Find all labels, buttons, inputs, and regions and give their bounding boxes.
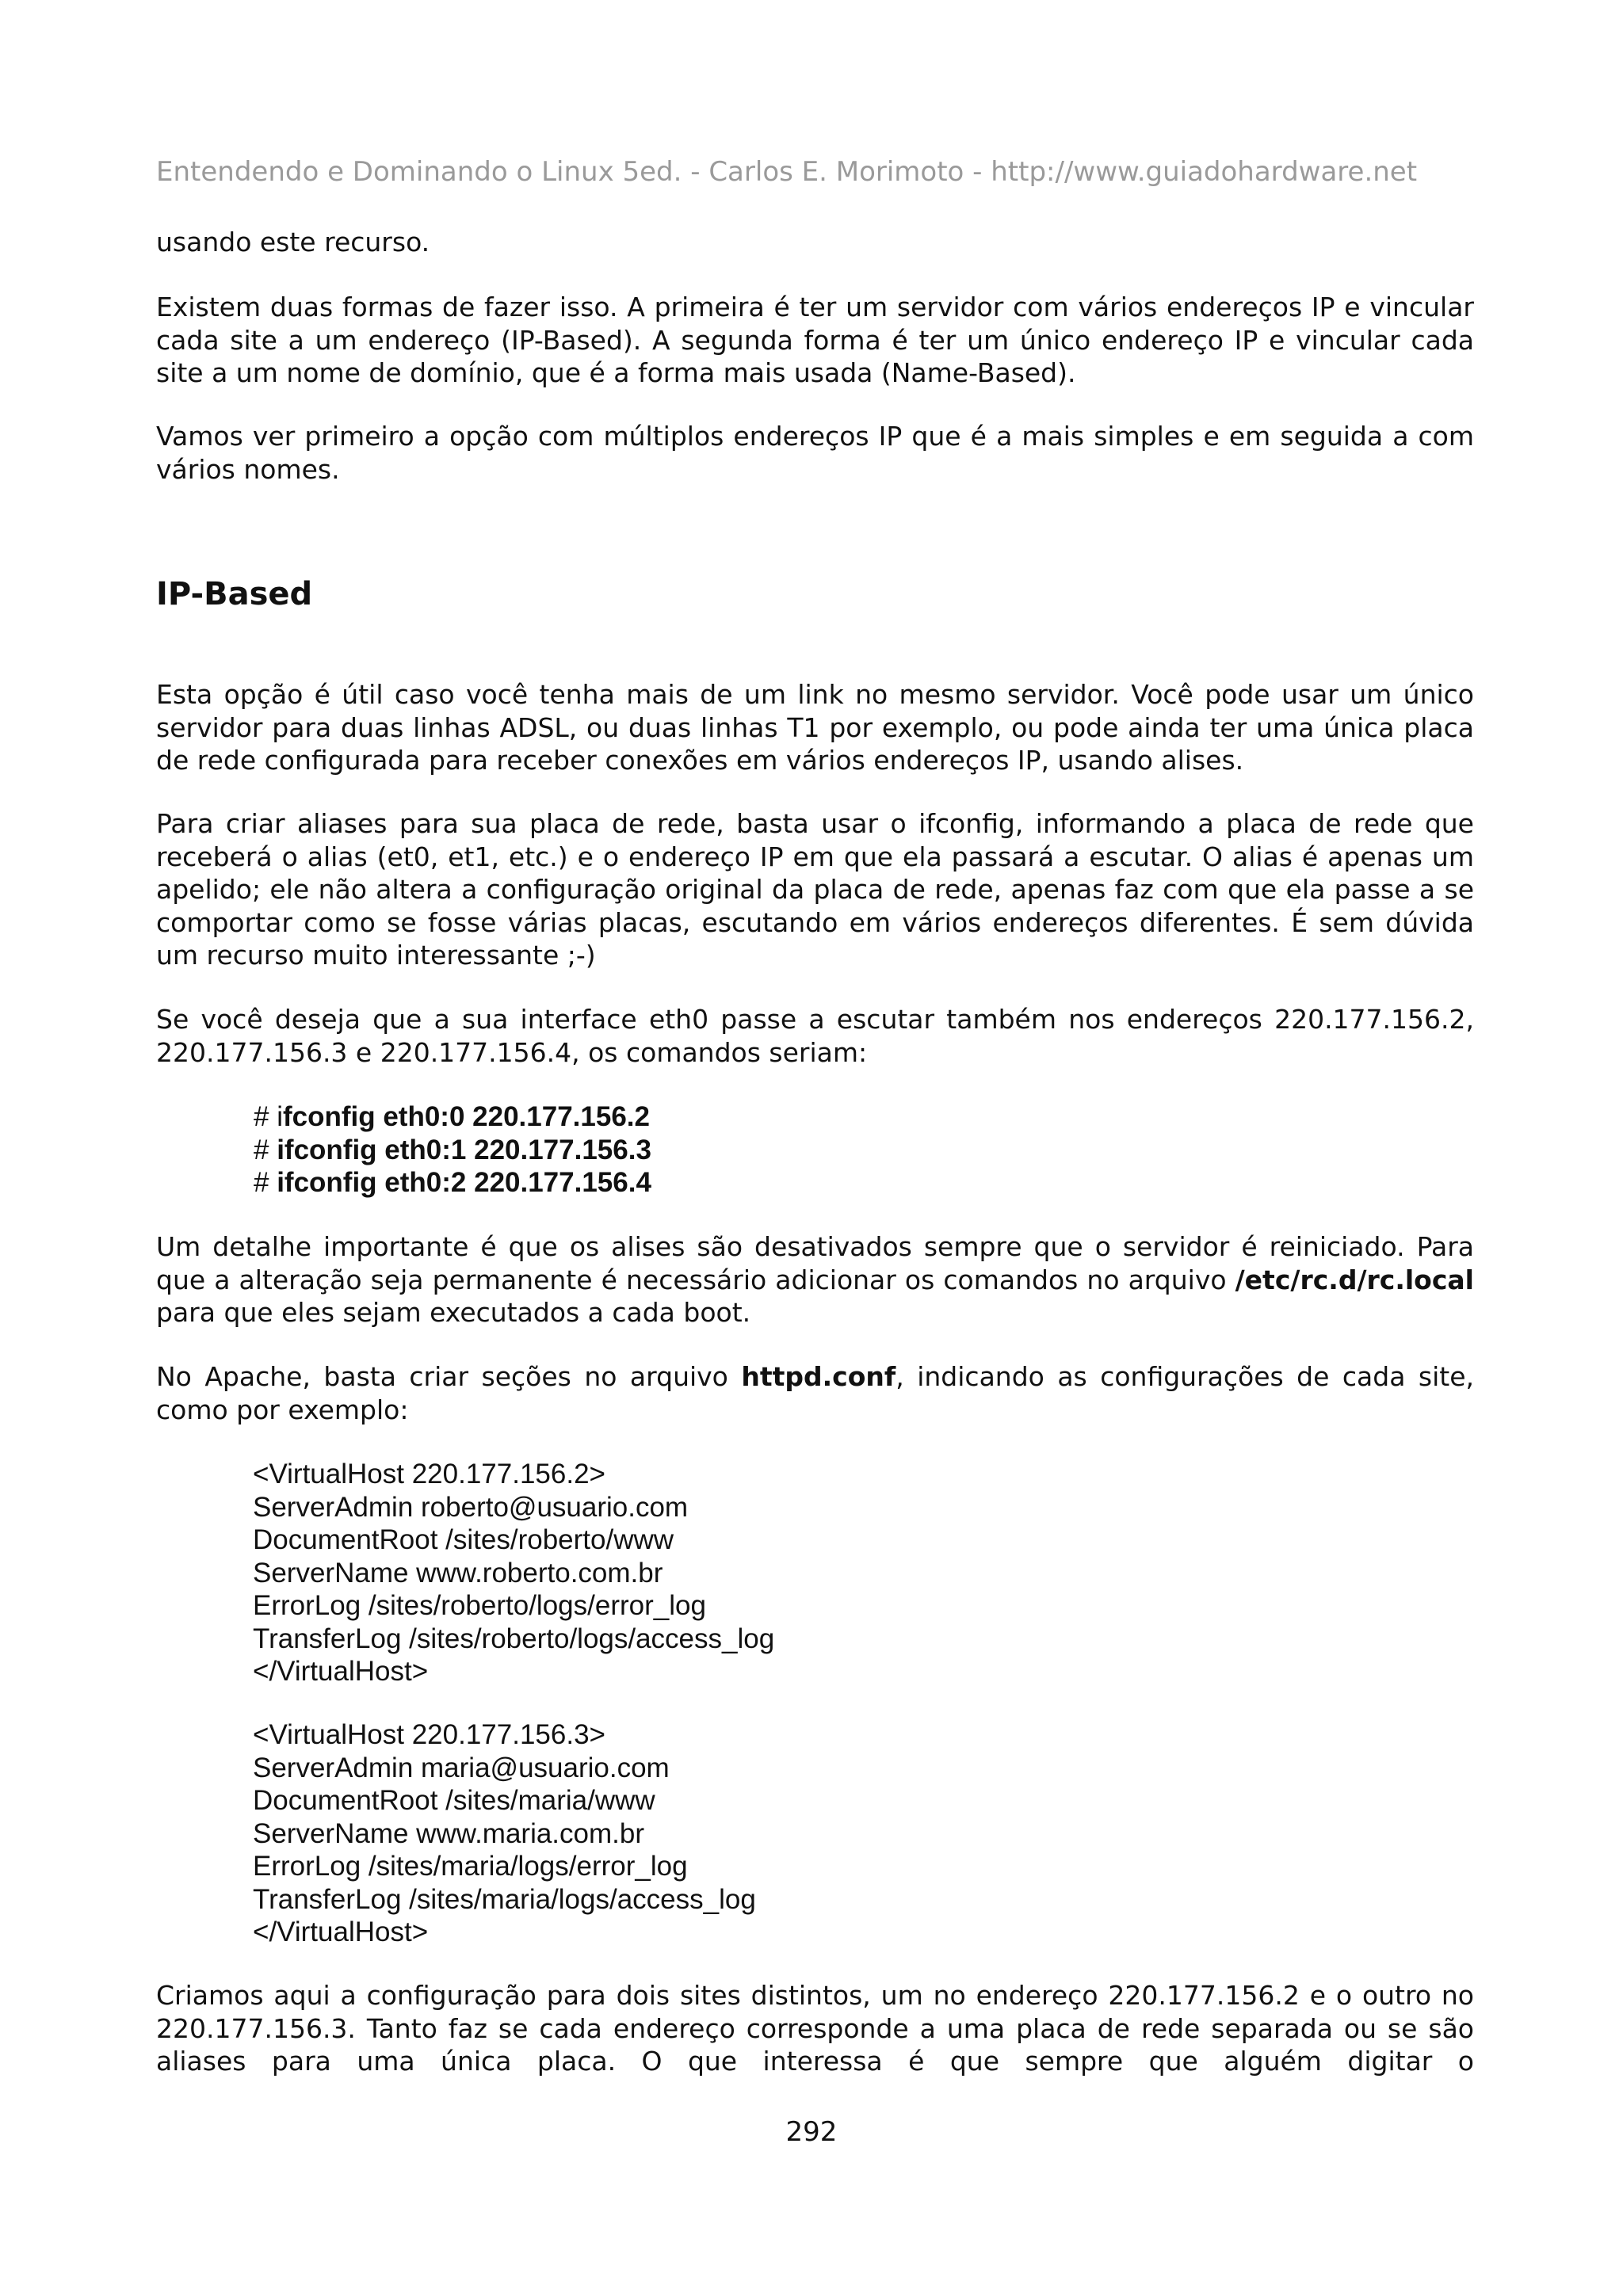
command-line: # ifconfig eth0:0 220.177.156.2	[254, 1101, 650, 1132]
code-line: DocumentRoot /sites/roberto/www	[253, 1524, 674, 1555]
code-line: ErrorLog /sites/maria/logs/error_log	[253, 1851, 688, 1882]
code-line: ServerAdmin maria@usuario.com	[253, 1752, 670, 1783]
paragraph-rc-local: Um detalhe importante é que os alises são desativados sempre que o servidor é reiniciado. Para que a alteração seja permanente é necessário adicionar os comandos no arquivo /etc/rc.d/rc.local para que eles sejam executados a cada boot.	[156, 1231, 1474, 1328]
code-line: ErrorLog /sites/roberto/logs/error_log	[253, 1590, 706, 1621]
code-line: TransferLog /sites/roberto/logs/access_log	[253, 1623, 775, 1654]
page-number: 292	[785, 2116, 838, 2148]
code-line: DocumentRoot /sites/maria/www	[253, 1785, 655, 1816]
command-line: # ifconfig eth0:1 220.177.156.3	[254, 1134, 651, 1165]
code-line: </VirtualHost>	[253, 1917, 429, 1947]
paragraph-aliases: Para criar aliases para sua placa de rede, basta usar o ifconfig, informando a placa de rede que receberá o alias (et0, et1, etc.) e o endereço IP em que ela passará a escutar. O alias é apenas um apelido; ele não altera a configuração original da placa de rede, apenas faz com que ela passe a se comportar como se fosse várias placas, escutando em vários endereços diferentes. É sem dúvida um recurso muito interessante ;-)	[156, 808, 1474, 971]
paragraph-two-forms: Existem duas formas de fazer isso. A primeira é ter um servidor com vários endereços IP e vincular cada site a um endereço (IP-Based). A segunda forma é ter um único endereço IP e vincular cada site a um nome de domínio, que é a forma mais usada (Name-Based).	[156, 292, 1474, 388]
paragraph-eth0-example: Se você deseja que a sua interface eth0 passe a escutar também nos endereços 220.177.156.2, 220.177.156.3 e 220.177.156.4, os comandos seriam:	[156, 1004, 1474, 1068]
code-line: <VirtualHost 220.177.156.2>	[253, 1459, 605, 1489]
running-header: Entendendo e Dominando o Linux 5ed. - Carlos E. Morimoto - http://www.guiadohardware.net	[156, 156, 1418, 188]
code-line: ServerName www.roberto.com.br	[253, 1557, 663, 1589]
vhost-config-block-roberto	[0, 1458, 1347, 1688]
paragraph-two-sites: Criamos aqui a configuração para dois sites distintos, um no endereço 220.177.156.2 e o outro no 220.177.156.3. Tanto faz se cada endereço corresponde a uma placa de rede separada ou se são aliases para uma única placa. O que interessa é que sempre que alguém digitar o	[156, 1980, 1474, 2077]
section-heading-ip-based: IP-Based	[156, 576, 313, 612]
code-line: <VirtualHost 220.177.156.3>	[253, 1719, 605, 1750]
code-line: TransferLog /sites/maria/logs/access_log	[253, 1883, 756, 1915]
ifconfig-command-block	[0, 1100, 1347, 1199]
paragraph-ip-first: Vamos ver primeiro a opção com múltiplos endereços IP que é a mais simples e em seguida a com vários nomes.	[156, 421, 1474, 485]
code-line: ServerName www.maria.com.br	[253, 1817, 644, 1849]
code-line: </VirtualHost>	[253, 1656, 429, 1687]
paragraph-continuation: usando este recurso.	[156, 227, 430, 257]
vhost-config-block-maria	[0, 1718, 1347, 1949]
code-line: ServerAdmin roberto@usuario.com	[253, 1491, 689, 1523]
paragraph-ip-based-use: Esta opção é útil caso você tenha mais de um link no mesmo servidor. Você pode usar um único servidor para duas linhas ADSL, ou duas linhas T1 por exemplo, ou pode ainda ter uma única placa de rede configurada para receber conexões em vários endereços IP, usando alises.	[156, 679, 1474, 776]
command-line: # ifconfig eth0:2 220.177.156.4	[254, 1167, 651, 1198]
paragraph-apache-httpd: No Apache, basta criar seções no arquivo httpd.conf, indicando as configurações de cada site, como por exemplo:	[156, 1361, 1475, 1425]
